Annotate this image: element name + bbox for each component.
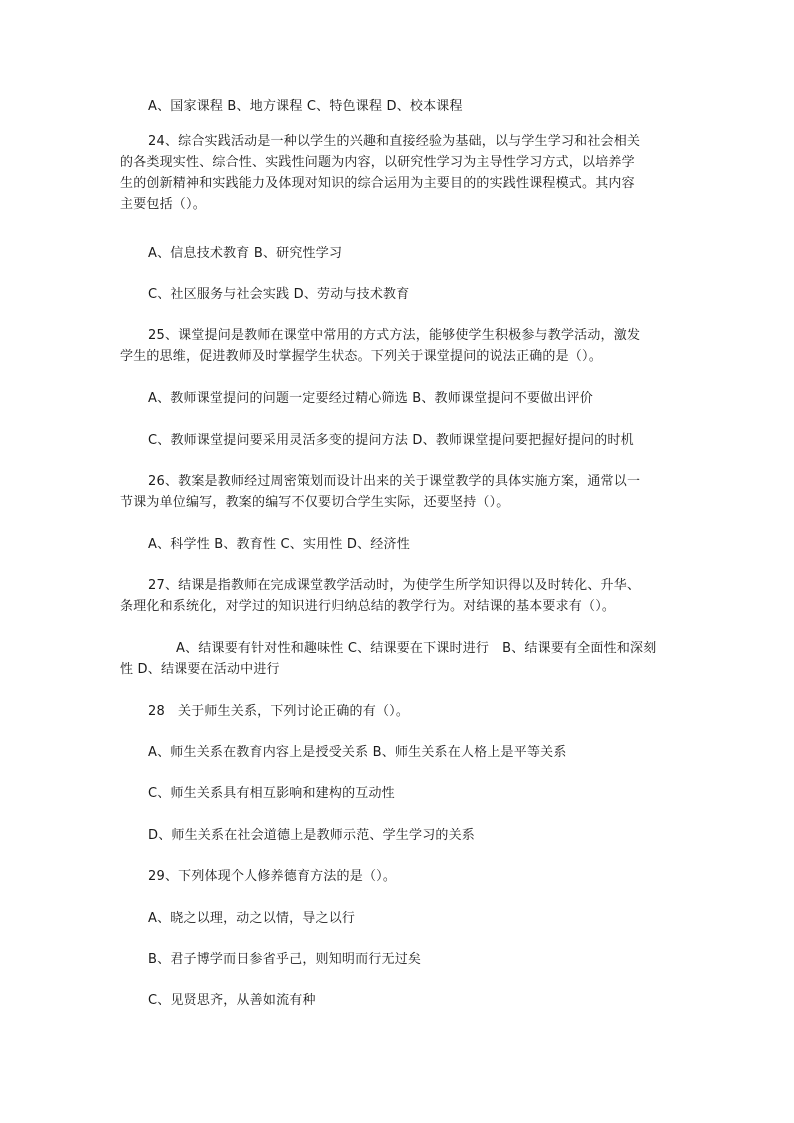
q29-stem: 29、下列体现个人修养德育方法的是（）。 — [148, 869, 397, 884]
q29-option-c: C、见贤思齐，从善如流有种 — [148, 993, 316, 1008]
q28-options-c: C、师生关系具有相互影响和建构的互动性 — [148, 786, 395, 801]
q28-stem: 28 关于师生关系，下列讨论正确的有（）。 — [148, 704, 410, 719]
q27-options-line-2: 性 D、结课要在活动中进行 — [120, 662, 280, 677]
q24-line-2: 的各类现实性、综合性、实践性问题为内容，以研究性学习为主导性学习方式，以培养学 — [120, 155, 635, 170]
q27-line-1: 27、结课是指教师在完成课堂教学活动时，为使学生所学知识得以及时转化、升华、 — [148, 578, 641, 593]
q27-line-2: 条理化和系统化，对学过的知识进行归纳总结的教学行为。对结课的基本要求有（）。 — [120, 599, 616, 614]
q26-stem — [120, 471, 640, 513]
q28-options-d: D、师生关系在社会道德上是教师示范、学生学习的关系 — [148, 828, 476, 843]
q25-options-ab: A、教师课堂提问的问题一定要经过精心筛选 B、教师课堂提问不要做出评价 — [148, 391, 593, 406]
q28-options-ab: A、师生关系在教育内容上是授受关系 B、师生关系在人格上是平等关系 — [148, 745, 567, 760]
q25-stem — [120, 325, 640, 367]
q29-option-b: B、君子博学而日参省乎己，则知明而行无过矣 — [148, 952, 422, 967]
q24-line-1: 24、综合实践活动是一种以学生的兴趣和直接经验为基础，以与学生学习和社会相关 — [148, 134, 641, 149]
q24-options-cd: C、社区服务与社会实践 D、劳动与技术教育 — [148, 287, 410, 302]
q26-options: A、科学性 B、教育性 C、实用性 D、经济性 — [148, 537, 410, 552]
q27-options-line-1: A、结课要有针对性和趣味性 C、结课要在下课时进行 B、结课要有全面性和深刻 — [176, 641, 657, 656]
q25-options-cd: C、教师课堂提问要采用灵活多变的提问方法 D、教师课堂提问要把握好提问的时机 — [148, 433, 634, 448]
q26-line-2: 节课为单位编写，教案的编写不仅要切合学生实际，还要坚持（）。 — [120, 495, 510, 510]
q25-line-1: 25、课堂提问是教师在课堂中常用的方式方法，能够使学生积极参与教学活动，激发 — [148, 328, 641, 343]
q27-stem — [120, 575, 640, 617]
q24-options-ab: A、信息技术教育 B、研究性学习 — [148, 246, 343, 261]
q27-options — [120, 638, 656, 680]
q24-line-4: 主要包括（）。 — [120, 197, 206, 212]
q26-line-1: 26、教案是教师经过周密策划而设计出来的关于课堂教学的具体实施方案，通常以一 — [148, 474, 641, 489]
q24-line-3: 生的创新精神和实践能力及体现对知识的综合运用为主要目的的实践性课程模式。其内容 — [120, 176, 635, 191]
q25-line-2: 学生的思维，促进教师及时掌握学生状态。下列关于课堂提问的说法正确的是（）。 — [120, 349, 602, 364]
q29-option-a: A、晓之以理，动之以情，导之以行 — [148, 911, 356, 926]
q24-stem — [120, 131, 640, 215]
q23-options: A、国家课程 B、地方课程 C、特色课程 D、校本课程 — [148, 99, 463, 114]
